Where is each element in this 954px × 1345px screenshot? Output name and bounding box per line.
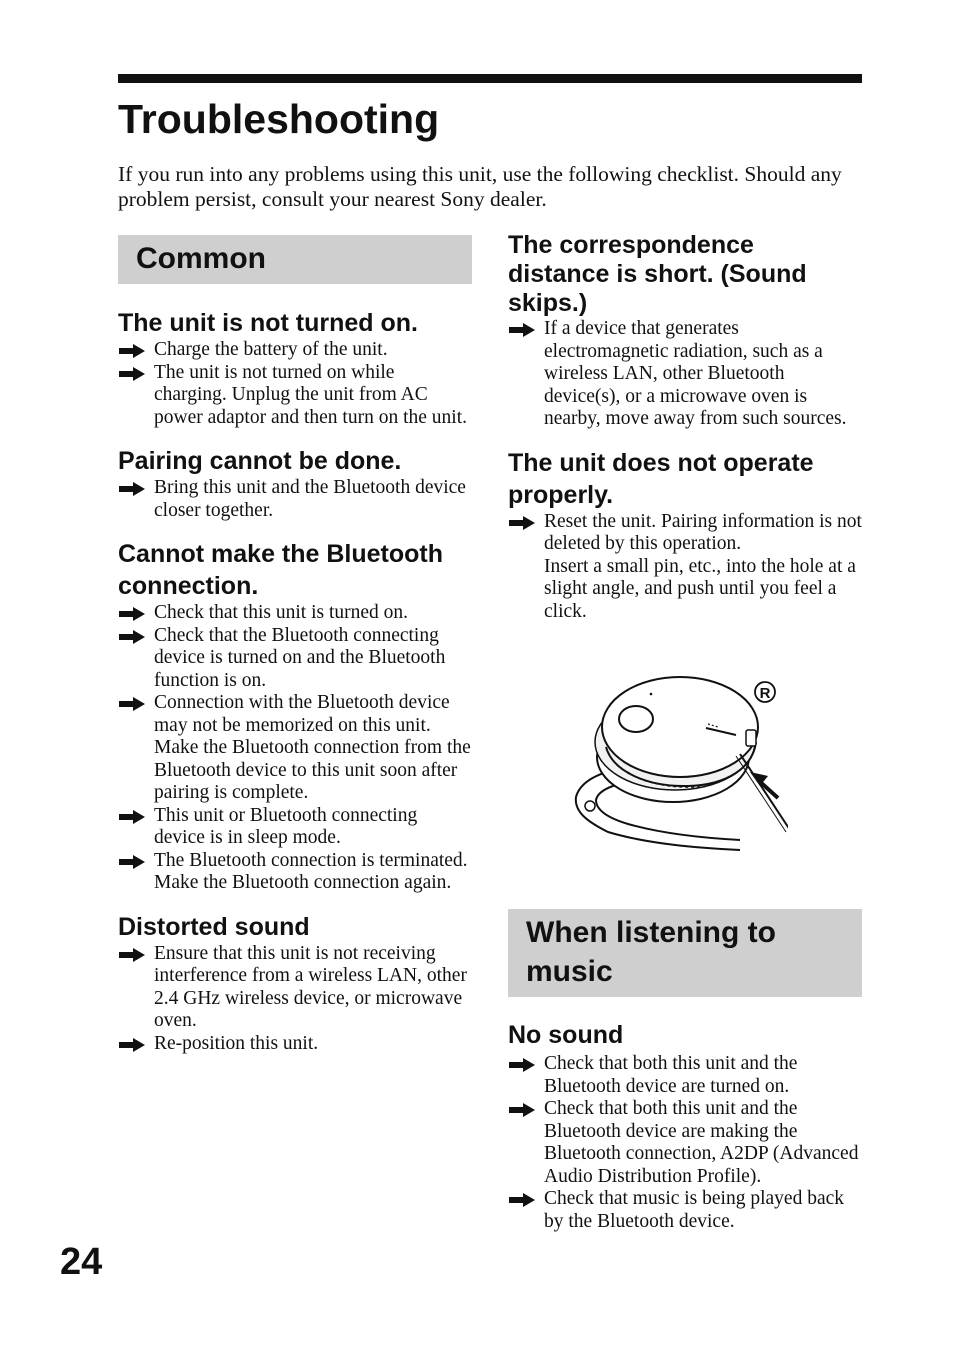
headphone-reset-illustration xyxy=(568,672,788,857)
title-rule xyxy=(118,74,862,83)
section-heading-music: When listening to music xyxy=(508,909,862,997)
right-column xyxy=(508,231,862,623)
topic-title: Pairing cannot be done. xyxy=(118,447,402,475)
intro-text: If you run into any problems using this unit, use the following checklist. Should any problem persist, consult your nearest Sony dealer. xyxy=(118,162,842,211)
page-number: 24 xyxy=(60,1241,103,1283)
arrow-icon xyxy=(508,515,536,531)
topic-not-operate xyxy=(508,447,862,624)
list-item: Reset the unit. Pairing information is not deleted by this operation. xyxy=(508,511,862,556)
arrow-icon xyxy=(118,696,146,712)
arrow-icon xyxy=(118,947,146,963)
page-title: Troubleshooting xyxy=(118,96,440,142)
arrow-icon xyxy=(508,1057,536,1073)
left-column xyxy=(118,235,472,1055)
list-item: Check that music is being played back by the Bluetooth device. xyxy=(508,1188,862,1233)
arrow-icon xyxy=(118,809,146,825)
arrow-icon xyxy=(508,1192,536,1208)
list-item-continued: Insert a small pin, etc., into the hole at a slight angle, and push until you feel a click. xyxy=(544,555,856,622)
list-item: Check that this unit is turned on. xyxy=(118,602,472,625)
list-item: If a device that generates electromagnetic radiation, such as a wireless LAN, other Bluetooth device(s), or a microwave oven is nearby, move away from such sources. xyxy=(508,318,862,431)
list-item: Check that both this unit and the Bluetooth device are turned on. xyxy=(508,1053,862,1098)
arrow-icon xyxy=(508,1102,536,1118)
list-item: Check that both this unit and the Bluetooth device are making the Bluetooth connection, A2DP (Advanced Audio Distribution Profile). xyxy=(508,1098,862,1188)
list-item: Connection with the Bluetooth device may not be memorized on this unit. Make the Bluetooth connection from the Bluetooth device to this unit soon after pairing is complete. xyxy=(118,692,472,805)
topic-title: Cannot make the Bluetooth connection. xyxy=(118,540,444,600)
arrow-icon xyxy=(118,606,146,622)
arrow-icon xyxy=(118,343,146,359)
list-item: Bring this unit and the Bluetooth device closer together. xyxy=(118,477,472,522)
arrow-icon xyxy=(118,854,146,870)
topic-short-distance xyxy=(508,231,862,431)
list-item: The unit is not turned on while charging. Unplug the unit from AC power adaptor and then turn on the unit. xyxy=(118,362,472,430)
side-label-r: R xyxy=(759,685,771,702)
arrow-icon xyxy=(118,366,146,382)
list-item: Check that the Bluetooth connecting device is turned on and the Bluetooth function is on. xyxy=(118,625,472,693)
section-heading-common: Common xyxy=(118,235,472,284)
topic-title: The unit is not turned on. xyxy=(118,309,418,337)
topic-distorted-sound xyxy=(118,911,472,1056)
topic-unit-not-on xyxy=(118,307,472,429)
list-item: This unit or Bluetooth connecting device is in sleep mode. xyxy=(118,805,472,850)
list-item: Ensure that this unit is not receiving interference from a wireless LAN, other 2.4 GHz wireless device, or microwave oven. xyxy=(118,943,472,1033)
topic-pairing xyxy=(118,445,472,522)
topic-bluetooth-connection xyxy=(118,538,472,895)
topic-title: Distorted sound xyxy=(118,912,310,941)
arrow-icon xyxy=(118,629,146,645)
list-item: Re-position this unit. xyxy=(118,1033,472,1056)
list-item: Charge the battery of the unit. xyxy=(118,339,472,362)
topic-title: No sound xyxy=(508,1021,624,1049)
music-section xyxy=(508,909,862,1233)
topic-title: The correspondence distance is short. (Sound skips.) xyxy=(508,231,807,317)
list-item: The Bluetooth connection is terminated. Make the Bluetooth connection again. xyxy=(118,850,472,895)
topic-no-sound xyxy=(508,1019,862,1233)
arrow-icon xyxy=(118,1037,146,1053)
reset-figure xyxy=(568,672,788,857)
topic-title: The unit does not operate properly. xyxy=(508,448,814,509)
arrow-icon xyxy=(508,322,536,338)
arrow-icon xyxy=(118,481,146,497)
